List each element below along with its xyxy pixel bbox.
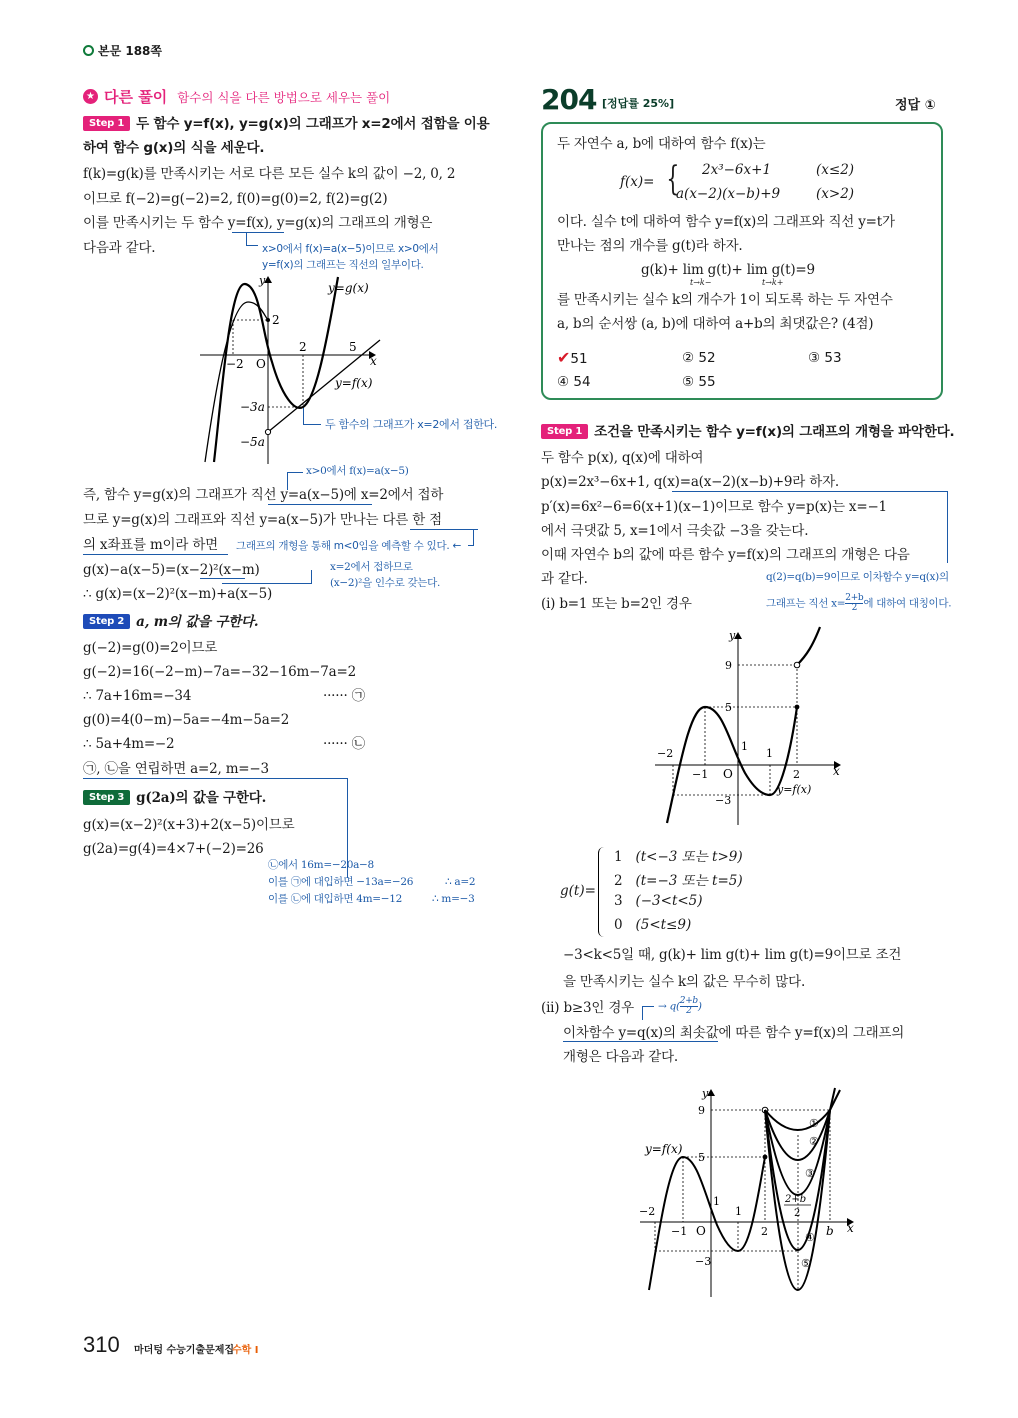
step1-heading [83,114,489,134]
choice-5[interactable]: ⑤ 55 [682,374,716,390]
case-2-heading: (ii) b≥3인 경우 [541,1000,635,1016]
g-case: 3 (−3<t<5) [614,893,703,909]
annotation-connector [246,232,258,246]
brace: { [666,159,680,199]
annotation-connector [303,408,321,425]
svg-text:−3a: −3a [240,400,265,414]
page-number: 310 [83,1332,120,1357]
svg-text:−1: −1 [671,1225,688,1238]
svg-text:2+b: 2+b [785,1194,807,1205]
svg-text:①: ① [809,1117,819,1130]
page-reference-label: 본문 188쪽 [98,44,163,58]
underline [83,554,228,555]
eq-tag-2: ······ ㉡ [323,736,365,752]
note-solve-l1: ㉡에서 16m=−20a−8 [268,859,374,871]
lim-sub-1: t→k− [690,278,712,287]
svg-text:−2: −2 [639,1205,656,1218]
note-solve-l2b: ∴ a=2 [445,876,476,888]
case1-conclusion: −3<k<5일 때, g(k)+ lim g(t)+ lim g(t)=9이므로 조건 [563,947,902,963]
g-case: 1 (t<−3 또는 t>9) [614,849,743,865]
svg-text:−3: −3 [715,794,732,807]
page-reference [83,42,162,59]
step3-heading [83,788,266,808]
underline [268,504,372,505]
svg-text:y: y [702,1087,709,1100]
annotation-connector [468,530,474,546]
g-case: 2 (t=−3 또는 t=5) [614,873,743,889]
problem-text: 이다. 실수 t에 대하여 함수 y=f(x)의 그래프와 직선 y=t가 [557,214,895,230]
note-q-min: → q( $\frac{2+b}{2}$ ) [658,996,702,1016]
case2-text: 개형은 다음과 같다. [563,1049,679,1065]
step1-badge: Step 1 [83,116,130,131]
step2-heading [83,612,258,632]
svg-text:y: y [729,629,736,642]
step2-line: g(0)=4(0−m)−5a=−4m−5a=2 [83,712,290,728]
note-fx-linear-l1: x>0에서 f(x)=a(x−5)이므로 x>0에서 [262,243,439,255]
svg-text:⑤: ⑤ [801,1257,811,1270]
note-double-root-l1: x=2에서 접하므로 [330,561,413,573]
svg-text:1: 1 [766,747,773,760]
step1-heading-line1: 두 함수 y=f(x), y=g(x)의 그래프가 x=2에서 접함을 이용 [136,116,490,132]
step3-badge: Step 3 [83,790,130,805]
sol-step1-heading-text: 조건을 만족시키는 함수 y=f(x)의 그래프의 개형을 파악한다. [594,424,955,440]
step1-line: 다음과 같다. [83,240,156,256]
graph-f-g-tangent [190,272,510,467]
svg-text:5: 5 [698,1151,705,1164]
svg-text:1: 1 [713,1195,720,1208]
alt-solution-title [83,86,390,107]
sol-line: 과 같다. [541,571,588,587]
eq-gx-final: ∴ g(x)=(x−2)²(x−m)+a(x−5) [83,586,273,602]
sol-line: p′(x)=6x²−6=6(x+1)(x−1)이므로 함수 y=p(x)는 x=−1 [541,499,887,515]
svg-text:2: 2 [794,1208,801,1219]
g-case: 0 (5<t≤9) [614,917,692,933]
sol-step1-heading [541,422,954,442]
svg-text:−5a: −5a [240,435,265,449]
step2-badge: Step 2 [83,614,130,629]
svg-text:O: O [723,767,733,781]
note-solve-l2: 이를 ㉠에 대입하면 −13a=−26 [268,876,414,888]
svg-text:2: 2 [272,313,280,327]
subject-label: 수학 Ⅰ [232,1345,259,1356]
note-double-root-l2: (x−2)²을 인수로 갖는다. [330,577,441,589]
sol-line: 이때 자연수 b의 값에 따른 함수 y=f(x)의 그래프의 개형은 다음 [541,547,910,563]
g-lhs: g(t)= [560,883,596,899]
check-mark-icon: ✔ [557,348,571,367]
para-line: 의 x좌표를 m이라 하면 [83,537,219,553]
svg-text:③: ③ [805,1167,815,1180]
graph-case-2 [635,1085,865,1300]
eq-gx-minus-line: g(x)−a(x−5)=(x−2)²(x−m) [83,562,260,578]
svg-text:−1: −1 [692,768,709,781]
step1-line: f(k)=g(k)를 만족시키는 서로 다른 모든 실수 k의 값이 −2, 0, 2 [83,166,456,182]
svg-text:y=f(x): y=f(x) [335,376,373,390]
svg-text:−2: −2 [226,357,244,371]
choice-1[interactable] [557,348,588,369]
svg-text:5: 5 [349,340,357,354]
sol-line: 에서 극댓값 5, x=1에서 극솟값 −3을 갖는다. [541,523,809,539]
note-fx-linear-l2: y=f(x)의 그래프는 직선의 일부이다. [262,259,424,271]
svg-text:2: 2 [299,340,307,354]
eq-tag-1: ······ ㉠ [323,688,365,704]
note-symmetry-l2: 그래프는 직선 x= $\frac{2+b}{2}$ 에 대하여 대칭이다. [766,593,952,613]
step2-line: ∴ 7a+16m=−34 [83,688,192,704]
sol-line: p(x)=2x³−6x+1, q(x)=a(x−2)(x−b)+9라 하자. [541,474,840,490]
note-solve-l3b: ∴ m=−3 [432,893,475,905]
problem-text: 를 만족시키는 실수 k의 개수가 1이 되도록 하는 두 자연수 [557,292,893,308]
svg-text:x: x [833,764,840,778]
step2-heading-text: a, m의 값을 구한다. [136,614,259,630]
annotation-connector [642,1006,654,1020]
svg-text:2: 2 [793,768,800,781]
f-case2: a(x−2)(x−b)+9 [676,186,781,202]
step2-line: ㉠, ㉡을 연립하면 a=2, m=−3 [83,761,269,777]
svg-text:9: 9 [725,659,732,672]
svg-text:y=f(x): y=f(x) [645,1142,683,1156]
step3-line: g(x)=(x−2)²(x+3)+2(x−5)이므로 [83,817,295,833]
svg-text:y=g(x): y=g(x) [328,281,369,295]
annotation-connector [232,232,284,233]
problem-condition: g(k)+ lim g(t)+ lim g(t)=9 [641,262,815,278]
problem-text: 두 자연수 a, b에 대하여 함수 f(x)는 [557,136,766,152]
svg-text:④: ④ [805,1231,815,1244]
problem-number: 204 [541,83,597,116]
case2-text: 이차함수 y=q(x)의 최솟값에 따른 함수 y=f(x)의 그래프의 [563,1025,905,1041]
case-1-heading: (i) b=1 또는 b=2인 경우 [541,596,692,612]
step2-line: g(−2)=g(0)=2이므로 [83,640,218,656]
f-case1: 2x³−6x+1 [702,162,772,178]
svg-text:5: 5 [725,701,732,714]
case1-conclusion: 을 만족시키는 실수 k의 값은 무수히 많다. [563,974,806,990]
svg-text:2: 2 [761,1225,768,1238]
answer-label: 정답 ① [895,98,936,113]
svg-text:1: 1 [735,1205,742,1218]
choice-1-value: 51 [570,351,588,367]
alt-solution-heading: 다른 풀이 [104,88,168,106]
svg-text:y=f(x): y=f(x) [777,783,812,796]
lim-sub-2: t→k+ [762,278,784,287]
para-line: 므로 y=g(x)의 그래프와 직선 y=a(x−5)가 만나는 다른 한 점 [83,512,442,528]
correct-rate: [정답률 25%] [602,97,675,110]
svg-text:x: x [370,354,377,368]
step3-line: g(2a)=g(4)=4×7+(−2)=26 [83,841,264,857]
step2-line: ∴ 5a+4m=−2 [83,736,175,752]
choice-3[interactable]: ③ 53 [808,350,842,366]
svg-text:−3: −3 [695,1255,712,1268]
graph-case-1 [645,625,855,830]
problem-text: 만나는 점의 개수를 g(t)라 하자. [557,238,743,254]
piecewise-g [560,845,860,945]
note-m-negative: 그래프의 개형을 통해 m<0임을 예측할 수 있다. ← [236,540,461,552]
brace [598,847,604,937]
svg-text:1: 1 [741,740,748,753]
book-title: 마더텅 수능기출문제집 [134,1345,235,1356]
svg-text:b: b [826,1224,834,1238]
star-circle-icon: ★ [83,89,98,104]
step3-heading-text: g(2a)의 값을 구한다. [136,790,267,806]
problem-text: a, b의 순서쌍 (a, b)에 대하여 a+b의 최댓값은? (4점) [557,316,874,332]
svg-text:O: O [256,357,266,371]
note-fx-line: x>0에서 f(x)=a(x−5) [306,465,409,477]
circle-ring-icon [83,45,94,56]
step1-heading-line2: 하여 함수 g(x)의 식을 세운다. [83,140,265,156]
f-cond1: (x≤2) [816,162,855,178]
f-lhs: f(x)= [620,174,655,190]
note-symmetry-l1: q(2)=q(b)=9이므로 이차함수 y=q(x)의 [766,571,949,583]
choice-4[interactable]: ④ 54 [557,374,591,390]
para-line: 즉, 함수 y=g(x)의 그래프가 직선 y=a(x−5)에 x=2에서 접하 [83,487,444,503]
sol-line: 두 함수 p(x), q(x)에 대하여 [541,450,704,466]
note-solve-l3: 이를 ㉡에 대입하면 4m=−12 [268,893,403,905]
svg-text:9: 9 [698,1104,705,1117]
svg-text:y: y [259,274,266,287]
annotation-connector [222,570,312,584]
sol-step1-badge: Step 1 [541,424,588,439]
note-tangent-at-2: 두 함수의 그래프가 x=2에서 접한다. [325,418,498,431]
svg-text:−2: −2 [657,747,674,760]
step1-line: 이므로 f(−2)=g(−2)=2, f(0)=g(0)=2, f(2)=g(2) [83,191,388,207]
step1-line: 이를 만족시키는 두 함수 y=f(x), y=g(x)의 그래프의 개형은 [83,215,433,231]
f-cond2: (x>2) [816,186,855,202]
alt-solution-subtitle: 함수의 식을 다른 방법으로 세우는 풀이 [177,89,391,105]
step2-line: g(−2)=16(−2−m)−7a=−32−16m−7a=2 [83,664,357,680]
choice-2[interactable]: ② 52 [682,350,716,366]
svg-text:O: O [696,1224,706,1238]
svg-text:x: x [847,1221,854,1235]
svg-text:②: ② [809,1135,819,1148]
